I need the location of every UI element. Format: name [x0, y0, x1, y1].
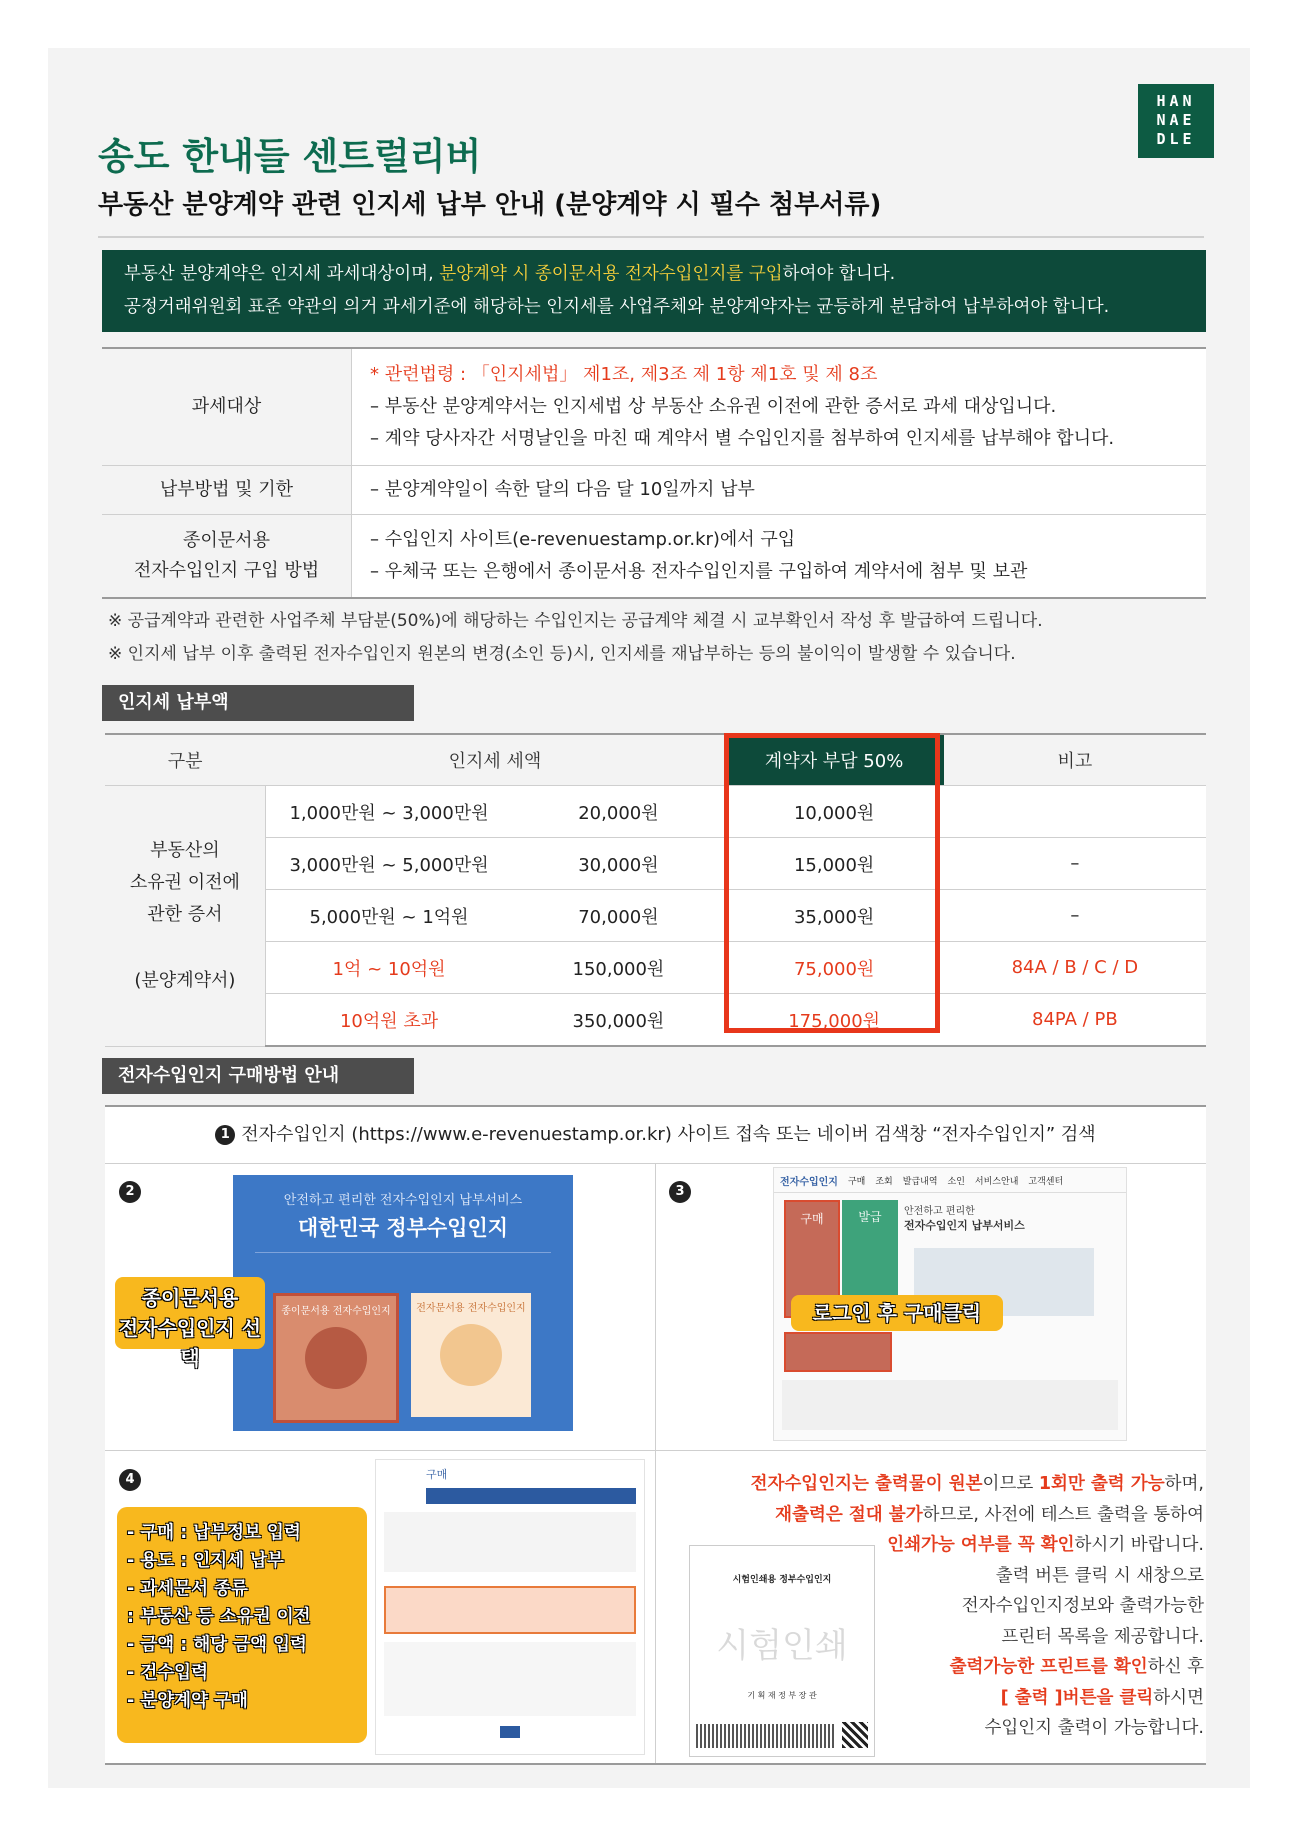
notice-banner: [102, 250, 1206, 332]
tax-note: –: [944, 890, 1206, 942]
info-row-taxable: [102, 348, 1206, 465]
brand-title: 송도 한내들 센트럴리버: [98, 135, 482, 178]
hannaedle-logo: HAN NAE DLE: [1138, 84, 1214, 158]
title-divider: [98, 236, 1204, 238]
highlight-box: [724, 733, 940, 1033]
info-row-purchase: [102, 514, 1206, 598]
issue-button[interactable]: 발급: [842, 1200, 898, 1318]
table-row: [105, 838, 1206, 890]
tax-note: [944, 786, 1206, 838]
print-instructions: 전자수입인지는 출력물이 원본이므로 1회만 출력 가능하며, 재출력은 절대 불가하므로, 사전에 테스트 출력을 통하여 인쇄가능 여부를 꼭 확인하시기 바랍니다. 출력 버튼 클릭 시 새창으로 전자수입인지정보와 출력가능한 프린터 목록을 제공합니다. 출력가능한 프린트를 확인하신 후 [ 출력 ]버튼을 클릭하시면 수입인지 출력이 가능합니다.: [750, 1474, 1204, 1738]
step-number: 4: [119, 1469, 141, 1491]
screenshot-step-4: 구매: [375, 1459, 645, 1755]
tax-half: 10,000원: [725, 786, 944, 838]
section-header-tax: 인지세 납부액: [102, 685, 414, 721]
table-row: [105, 786, 1206, 838]
electronic-stamp-card: 전자문서용 전자수입인지: [411, 1293, 531, 1417]
tax-range: 3,000만원 ~ 5,000만원: [265, 838, 512, 890]
tax-header-half: 계약자 부담 50%: [725, 734, 944, 786]
page-subtitle: 부동산 분양계약 관련 인지세 납부 안내 (분양계약 시 필수 첨부서류): [98, 190, 882, 220]
callout-paper-stamp: 종이문서용 전자수입인지 선택: [115, 1277, 265, 1349]
tax-amount: 70,000원: [512, 890, 724, 942]
tax-header-note: 비고: [944, 734, 1206, 786]
section-header-guide: 전자수입인지 구매방법 안내: [102, 1058, 414, 1094]
tax-header-category: 구분: [105, 734, 265, 786]
purchase-guide: [105, 1105, 1206, 1765]
tax-note: 84A / B / C / D: [944, 942, 1206, 994]
tax-half: 15,000원: [725, 838, 944, 890]
notice-highlight: 분양계약 시 종이문서용 전자수입인지를 구입: [439, 264, 783, 284]
site-menu-item[interactable]: 소인: [947, 1176, 965, 1187]
footnotes: ※ 공급계약과 관련한 사업주체 부담분(50%)에 해당하는 수입인지는 공급계약 체결 시 교부확인서 작성 후 발급하여 드립니다. ※ 인지세 납부 이후 출력된 전자수입인지 원본의 변경(소인 등)시, 인지세를 재납부하는 등의 불이익이 발생할 수 있습니다.: [108, 611, 1043, 664]
tax-amount: 350,000원: [512, 994, 724, 1047]
guide-step-1: 1 전자수입인지 (https://www.e-revenuestamp.or.kr) 사이트 접속 또는 네이버 검색창 “전자수입인지” 검색: [105, 1107, 1206, 1164]
tax-half: 75,000원: [725, 942, 944, 994]
screenshot-step-3: 전자수입인지 구매 조회 발급내역 소인 서비스안내 고객센터 구매 발급 안전하고 편리한 전자수입인지 납부서비스: [773, 1167, 1127, 1441]
info-label-payment: 납부방법 및 기한: [102, 465, 352, 514]
purchase-steps-callout: - 구매 : 납부정보 입력 - 용도 : 인지세 납부 - 과세문서 종류 : 부동산 등 소유권 이전 - 금액 : 해당 금액 입력 - 건수입력 - 분양계약 구매: [117, 1507, 367, 1743]
site-menu-item[interactable]: 고객센터: [1028, 1176, 1064, 1187]
guide-divider-horizontal: [105, 1450, 1206, 1451]
tax-note: –: [944, 838, 1206, 890]
info-value-purchase: – 수입인지 사이트(e-revenuestamp.or.kr)에서 구입 – 우체국 또는 은행에서 종이문서용 전자수입인지를 구입하여 계약서에 첨부 및 보관: [352, 514, 1207, 598]
info-value-taxable: * 관련법령 : 「인지세법」 제1조, 제3조 제 1항 제1호 및 제 8조 – 부동산 분양계약서는 인지세법 상 부동산 소유권 이전에 관한 증서로 과세 대상입니다. – 계약 당사자간 서명날인을 마친 때 계약서 별 수입인지를 첨부하여 인지세를 납부해야 합니다.: [352, 348, 1207, 465]
tax-range: 1억 ~ 10억원: [265, 942, 512, 994]
screenshot-step-2: 안전하고 편리한 전자수입인지 납부서비스 대한민국 정부수입인지 종이문서용 전자수입인지 전자문서용 전자수입인지: [233, 1175, 573, 1431]
notice-line-1: 부동산 분양계약은 인지세 과세대상이며, 분양계약 시 종이문서용 전자수입인지를 구입하여야 합니다.: [124, 264, 896, 284]
guide-divider-vertical: [655, 1163, 656, 1763]
tax-table: [105, 733, 1206, 1047]
info-table: [102, 347, 1206, 599]
info-value-payment: – 분양계약일이 속한 달의 다음 달 10일까지 납부: [352, 465, 1207, 514]
purchase-submit-button[interactable]: [500, 1726, 520, 1738]
info-label-purchase: 종이문서용 전자수입인지 구입 방법: [102, 514, 352, 598]
buy-button[interactable]: 구매: [784, 1200, 840, 1318]
tax-range: 1,000만원 ~ 3,000만원: [265, 786, 512, 838]
test-print-sample: 시험인쇄용 정부수입인지 시험인쇄 기 획 재 정 부 장 관: [689, 1545, 875, 1757]
tax-range: 10억원 초과: [265, 994, 512, 1047]
table-row: [105, 942, 1206, 994]
info-row-payment: [102, 465, 1206, 514]
tax-half: 35,000원: [725, 890, 944, 942]
amount-input-area[interactable]: [384, 1586, 636, 1634]
paper-stamp-card: 종이문서용 전자수입인지: [273, 1293, 399, 1423]
table-row: [105, 890, 1206, 942]
site-menu-item[interactable]: 서비스안내: [974, 1176, 1019, 1187]
tax-group-label: 부동산의 소유권 이전에 관한 증서 (분양계약서): [105, 786, 265, 1047]
login-box[interactable]: [784, 1332, 892, 1372]
info-label-taxable: 과세대상: [102, 348, 352, 465]
tax-header-amount: 인지세 세액: [265, 734, 724, 786]
step-number: 1: [215, 1125, 235, 1145]
law-reference: * 관련법령 : 「인지세법」 제1조, 제3조 제 1항 제1호 및 제 8조: [370, 363, 878, 385]
callout-login-buy: 로그인 후 구매클릭: [791, 1295, 1003, 1331]
site-menu-item[interactable]: 조회: [875, 1176, 893, 1187]
tax-half: 175,000원: [725, 994, 944, 1047]
tax-note: 84PA / PB: [944, 994, 1206, 1047]
step-number: 2: [119, 1181, 141, 1203]
tax-range: 5,000만원 ~ 1억원: [265, 890, 512, 942]
tax-amount: 20,000원: [512, 786, 724, 838]
site-menu-item[interactable]: 발급내역: [902, 1176, 938, 1187]
table-row: [105, 994, 1206, 1047]
site-menu-item[interactable]: 구매: [847, 1176, 866, 1187]
tax-amount: 150,000원: [512, 942, 724, 994]
tax-amount: 30,000원: [512, 838, 724, 890]
step-number: 3: [669, 1181, 691, 1203]
notice-line-2: 공정거래위원회 표준 약관의 의거 과세기준에 해당하는 인지세를 사업주체와 분양계약자는 균등하게 분담하여 납부하여야 합니다.: [124, 297, 1110, 317]
